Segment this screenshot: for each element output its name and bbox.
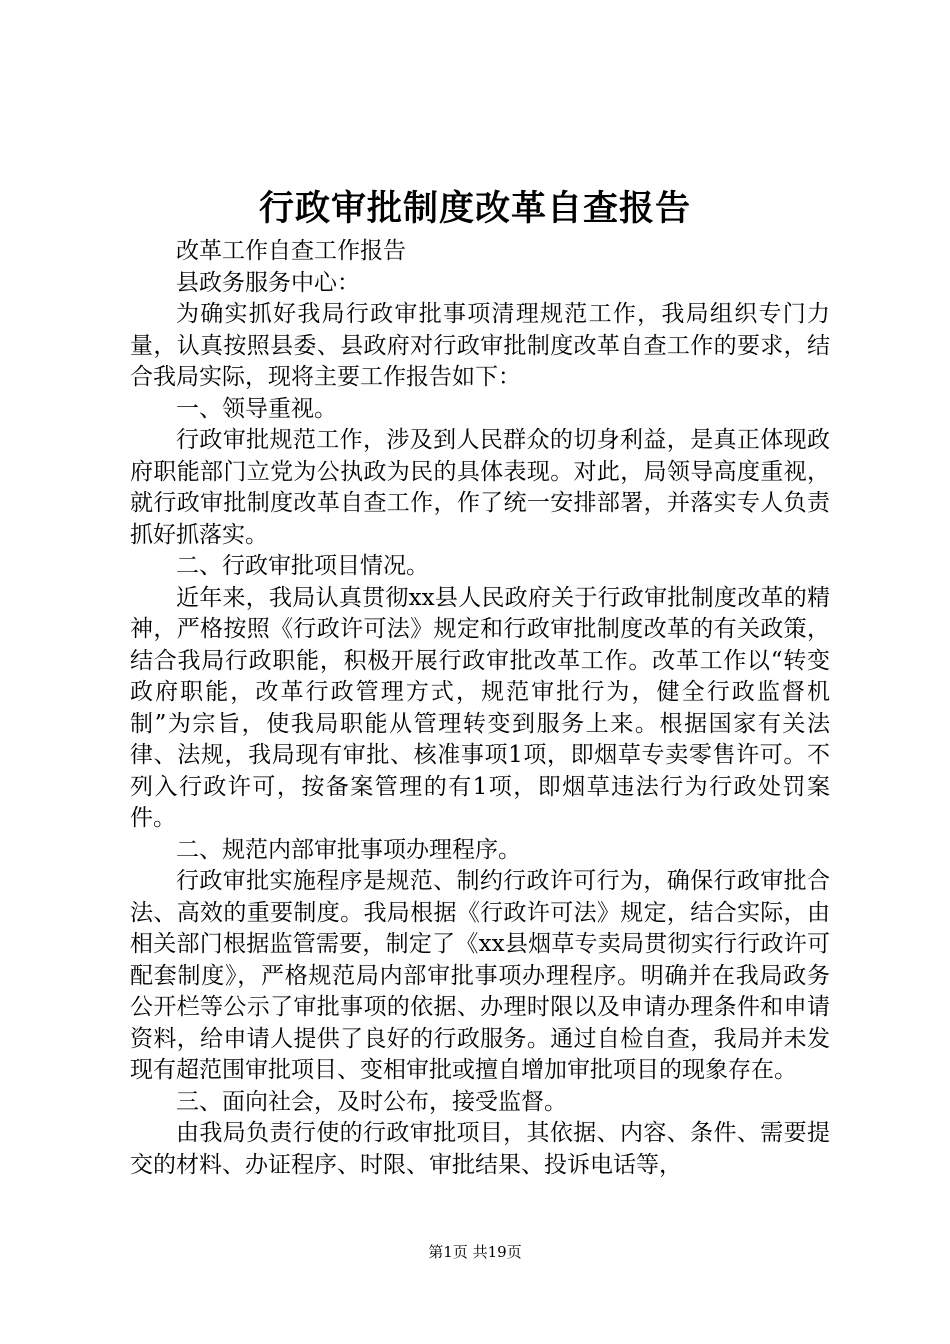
paragraph-section-1: 行政审批规范工作，涉及到人民群众的切身利益，是真正体现政府职能部门立党为公执政为民的具体表现。对此，局领导高度重视，就行政审批制度改革自查工作，作了统一安排部署，并落实专人负责抓好抓落实。 <box>130 427 830 548</box>
document-body <box>130 236 830 1181</box>
document-title: 行政审批制度改革自查报告 <box>258 188 691 229</box>
section-heading-3: 二、规范内部审批事项办理程序。 <box>176 836 521 863</box>
paragraph-section-3: 行政审批实施程序是规范、制约行政许可行为，确保行政审批合法、高效的重要制度。我局根据《行政许可法》规定，结合实际，由相关部门根据监管需要，制定了《xx县烟草专卖局贯彻实行行政许可配套制度》，严格规范局内部审批事项办理程序。明确并在我局政务公开栏等公示了审批事项的依据、办理时限以及申请办理条件和申请资料，给申请人提供了良好的行政服务。通过自检自查，我局并未发现有超范围审批项目、变相审批或擅自增加审批项目的现象存在。 <box>130 868 830 1083</box>
page-indicator: 第1页 共19页 <box>428 1243 522 1261</box>
section-heading-4: 三、面向社会，及时公布，接受监督。 <box>176 1088 567 1115</box>
paragraph-subtitle: 改革工作自查工作报告 <box>176 238 406 264</box>
paragraph-section-4: 由我局负责行使的行政审批项目，其依据、内容、条件、需要提交的材料、办证程序、时限、审批结果、投诉电话等， <box>130 1120 830 1178</box>
page-footer <box>0 1242 950 1262</box>
paragraph-addressee: 县政务服务中心： <box>176 269 360 296</box>
section-heading-1: 一、领导重视。 <box>176 395 337 422</box>
paragraph-section-2: 近年来，我局认真贯彻xx县人民政府关于行政审批制度改革的精神，严格按照《行政许可法》规定和行政审批制度改革的有关政策，结合我局行政职能，积极开展行政审批改革工作。改革工作以“转变政府职能，改革行政管理方式，规范审批行为，健全行政监督机制”为宗旨，使我局职能从管理转变到服务上来。根据国家有关法律、法规，我局现有审批、核准事项1项，即烟草专卖零售许可。不列入行政许可，按备案管理的有1项，即烟草违法行为行政处罚案件。 <box>130 584 830 831</box>
section-heading-2: 二、行政审批项目情况。 <box>176 553 429 579</box>
paragraph-intro: 为确实抓好我局行政审批事项清理规范工作，我局组织专门力量，认真按照县委、县政府对行政审批制度改革自查工作的要求，结合我局实际，现将主要工作报告如下： <box>130 301 830 390</box>
